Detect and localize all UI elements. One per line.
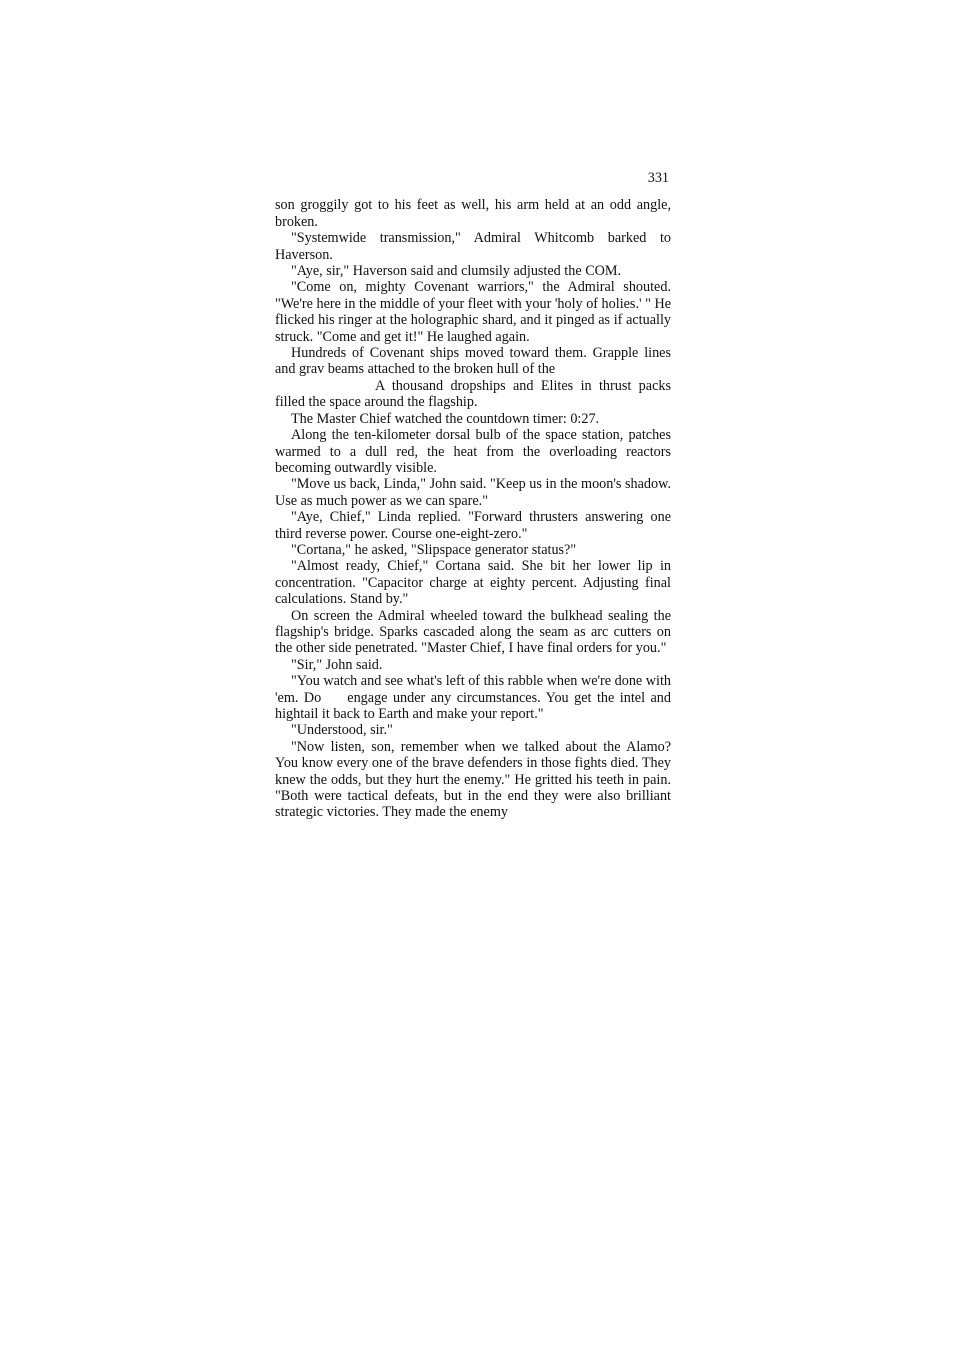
paragraph bbox=[275, 345, 671, 411]
paragraph: "Come on, mighty Covenant warriors," the Admiral shouted. "We're here in the middle of your fleet with your 'holy of holies.' " He flicked his ringer at the holographic shard, and it pinged as if actually struck. "Come and get it!" He laughed again. bbox=[275, 279, 671, 345]
paragraph: "Aye, sir," Haverson said and clumsily adjusted the COM. bbox=[291, 263, 622, 280]
paragraph: "Sir," John said. bbox=[291, 656, 383, 673]
paragraph: On screen the Admiral wheeled toward the bulkhead sealing the flagship's bridge. Sparks cascaded along the seam as arc cutters on the other side penetrated. "Master Chief, I have final orders for you." bbox=[275, 607, 671, 657]
paragraph: "Move us back, Linda," John said. "Keep us in the moon's shadow. Use as much power as we can spare." bbox=[275, 476, 671, 509]
paragraph: son groggily got to his feet as well, his arm held at an odd angle, broken. bbox=[275, 197, 671, 230]
paragraph-continuation bbox=[275, 378, 671, 411]
book-page bbox=[275, 170, 671, 821]
paragraph: The Master Chief watched the countdown timer: 0:27. bbox=[291, 410, 600, 427]
paragraph-text: "You watch and see what's left of this rabble when we're done with 'em. Do bbox=[275, 673, 671, 706]
paragraph: "Systemwide transmission," Admiral Whitcomb barked to Haverson. bbox=[275, 230, 671, 263]
paragraph: Along the ten-kilometer dorsal bulb of the space station, patches warmed to a dull red, the heat from the overloading reactors becoming outwardly visible. bbox=[275, 427, 671, 476]
paragraph: "Almost ready, Chief," Cortana said. She bit her lower lip in concentration. "Capacitor charge at eighty percent. Adjusting final calculations. Stand by." bbox=[275, 558, 671, 608]
paragraph: "Cortana," he asked, "Slipspace generator status?" bbox=[291, 541, 577, 558]
paragraph: "Understood, sir." bbox=[291, 722, 393, 739]
paragraph bbox=[275, 673, 671, 722]
paragraph: "Now listen, son, remember when we talked about the Alamo? You know every one of the brave defenders in those fights died. They knew the odds, but they hurt the enemy." He gritted his teeth in pain. "Both were tactical defeats, but in the end they were also brilliant strategic victories. They made the enemy bbox=[275, 738, 671, 821]
paragraph-text: A thousand dropships and Elites in thrust packs filled the space around the flagship. bbox=[275, 377, 671, 411]
paragraph-text: Hundreds of Covenant ships moved toward them. Grapple lines and grav beams attached to the broken hull of the bbox=[275, 345, 671, 378]
page-number: 331 bbox=[647, 170, 669, 186]
paragraph: "Aye, Chief," Linda replied. "Forward thrusters answering one third reverse power. Course one-eight-zero." bbox=[275, 509, 671, 542]
paragraph-text: engage under any circumstances. You get the intel and hightail it back to Earth and make your report." bbox=[275, 689, 671, 722]
